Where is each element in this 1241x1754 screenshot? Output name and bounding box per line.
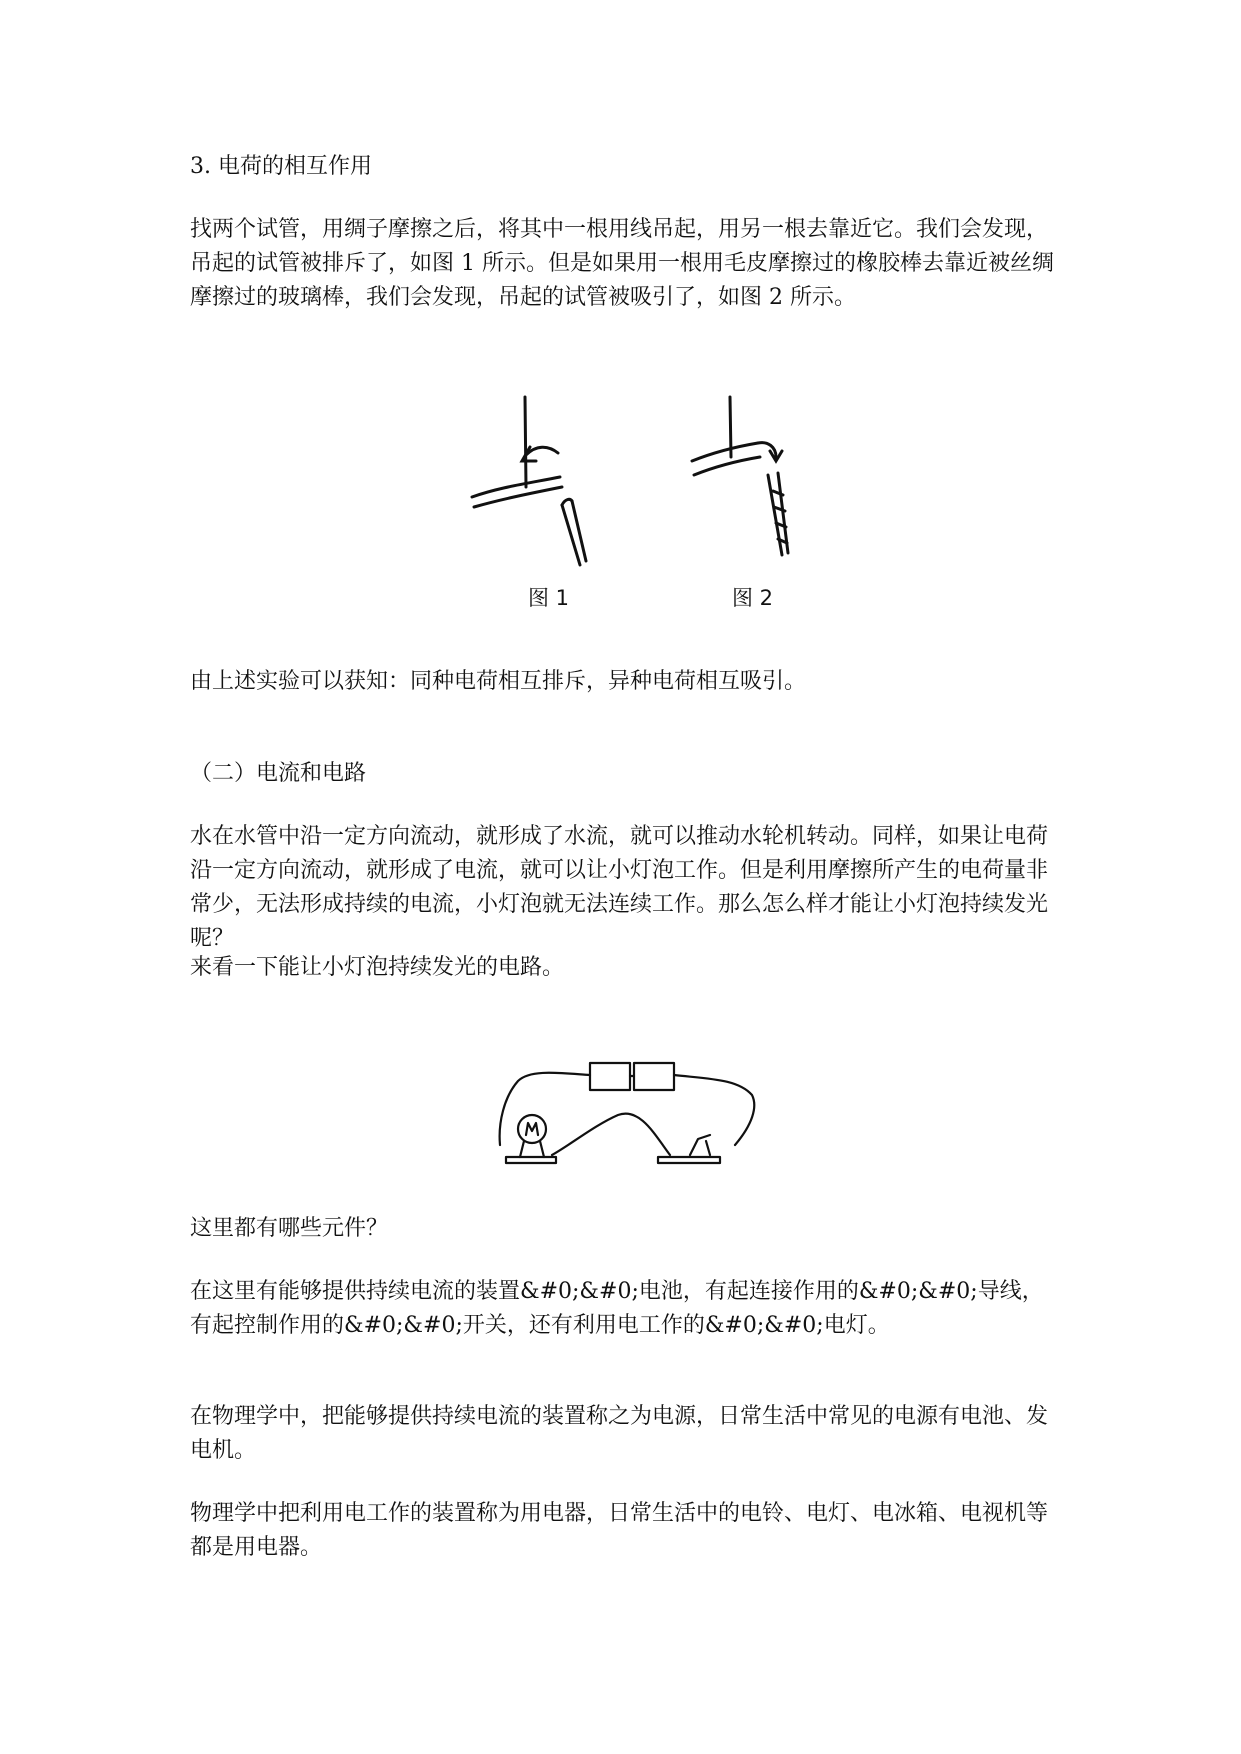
paragraph-water-current-analogy: 水在水管中沿一定方向流动，就形成了水流，就可以推动水轮机转动。同样，如果让电荷沿一定方向流动，就形成了电流，就可以让小灯泡工作。但是利用摩擦所产生的电荷量非常少，无法形成持续的电流，小灯泡就无法连续工作。那么怎么样才能让小灯泡持续发光呢？ — [190, 824, 1049, 951]
lamp-bulb-icon — [518, 1115, 546, 1157]
paragraph-components-list: 在这里有能够提供持续电流的装置&#0;&#0;电池，有起连接作用的&#0;&#0;导线，有起控制作用的&#0;&#0;开关，还有利用电工作的&#0;&#0;电灯。 — [190, 1279, 1044, 1338]
battery-cell-1 — [590, 1063, 630, 1090]
paragraph-rubbing-experiment: 找两个试管，用绸子摩擦之后，将其中一根用线吊起，用另一根去靠近它。我们会发现，吊起的试管被排斥了，如图 1 所示。但是如果用一根用毛皮摩擦过的橡胶棒去靠近被丝绸摩擦过的玻璃棒，我们会发现，吊起的试管被吸引了，如图 2 所示。 — [190, 217, 1054, 310]
paragraph-components-question: 这里都有哪些元件？ — [190, 1216, 389, 1241]
paragraph-power-source-definition: 在物理学中，把能够提供持续电流的装置称之为电源，日常生活中常见的电源有电池、发电机。 — [190, 1404, 1049, 1463]
figure-2-attraction-illustration — [690, 395, 800, 560]
figure-1-caption: 图 1 — [528, 586, 570, 610]
paragraph-appliance-definition: 物理学中把利用电工作的装置称为用电器，日常生活中的电铃、电灯、电冰箱、电视机等都是用电器。 — [190, 1501, 1049, 1560]
battery-cell-2 — [634, 1063, 674, 1090]
paragraph-circuit-intro: 来看一下能让小灯泡持续发光的电路。 — [190, 955, 565, 980]
circuit-diagram — [490, 1045, 765, 1180]
figure-1-repulsion-illustration — [470, 395, 600, 570]
subsection-heading: （二）电流和电路 — [190, 761, 367, 786]
switch-icon — [690, 1135, 710, 1155]
section-heading: 3. 电荷的相互作用 — [190, 154, 372, 179]
paragraph-charge-conclusion: 由上述实验可以获知：同种电荷相互排斥，异种电荷相互吸引。 — [190, 669, 807, 694]
figure-2-caption: 图 2 — [732, 586, 774, 610]
